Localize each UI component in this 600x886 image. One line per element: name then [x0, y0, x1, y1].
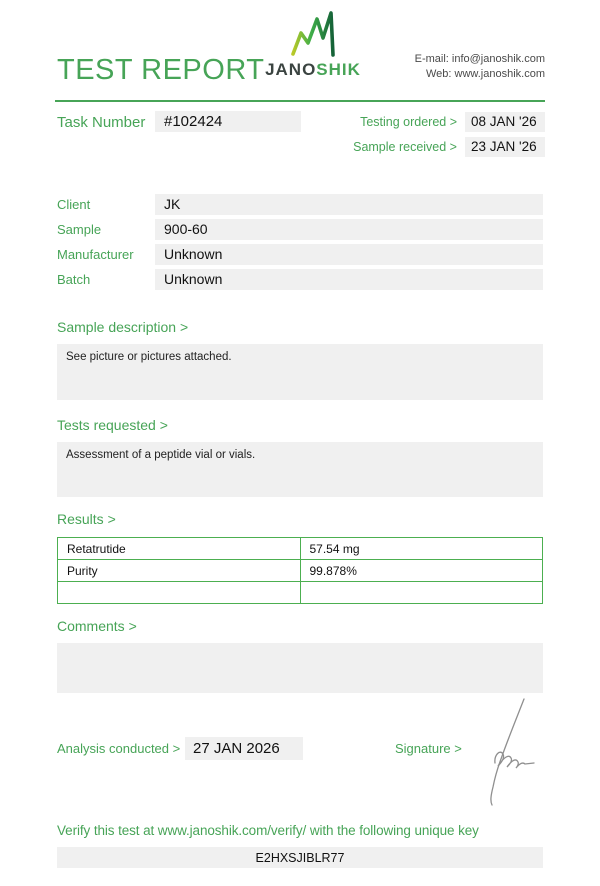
testing-ordered-label: Testing ordered > [360, 115, 457, 129]
comments-heading: Comments > [57, 618, 137, 634]
sample-received-value: 23 JAN '26 [465, 137, 545, 157]
result-value: 57.54 mg [300, 538, 543, 560]
info-row-client [57, 194, 543, 215]
sample-label: Sample [57, 222, 102, 237]
table-row [58, 582, 543, 604]
client-value: JK [155, 194, 543, 215]
contact-info [415, 52, 545, 82]
batch-value: Unknown [155, 269, 543, 290]
table-row [58, 560, 543, 582]
signature-image [480, 695, 550, 809]
client-label: Client [57, 197, 91, 212]
info-row-batch [57, 269, 543, 290]
contact-email: E-mail: info@janoshik.com [414, 53, 545, 65]
table-row [58, 538, 543, 560]
result-value [300, 582, 543, 604]
signature-label: Signature > [395, 741, 462, 756]
janoshik-logo [258, 10, 368, 80]
report-header [0, 0, 600, 100]
verify-key: E2HXSJIBLR77 [57, 847, 543, 868]
contact-web: Web: www.janoshik.com [425, 68, 545, 80]
sample-info [57, 194, 543, 290]
growth-chart-icon [287, 10, 339, 60]
tests-requested-heading: Tests requested > [57, 417, 168, 433]
sample-description-heading: Sample description > [57, 319, 189, 335]
manufacturer-value: Unknown [155, 244, 543, 265]
info-row-sample [57, 219, 543, 240]
task-number-value: #102424 [155, 111, 301, 132]
results-heading: Results > [57, 511, 116, 527]
sample-description-box: See picture or pictures attached. [57, 344, 543, 400]
results-table [57, 537, 543, 604]
sample-received-label: Sample received > [353, 140, 457, 154]
comments-box [57, 643, 543, 693]
page-title: TEST REPORT [57, 54, 265, 86]
logo-wordmark-dark: JANO [265, 60, 317, 79]
task-number-label: Task Number [57, 114, 146, 131]
batch-label: Batch [57, 272, 91, 287]
analysis-conducted-date: 27 JAN 2026 [185, 737, 303, 760]
report-footer [57, 693, 543, 811]
tests-requested-box: Assessment of a peptide vial or vials. [57, 442, 543, 497]
logo-wordmark-green: SHIK [316, 60, 361, 79]
result-name [58, 582, 301, 604]
analysis-conducted-label: Analysis conducted > [57, 741, 181, 756]
verify-instruction: Verify this test at www.janoshik.com/verify/ with the following unique key [57, 823, 479, 838]
result-name: Purity [58, 560, 301, 582]
testing-ordered-value: 08 JAN '26 [465, 112, 545, 132]
info-row-manufacturer [57, 244, 543, 265]
result-name: Retatrutide [58, 538, 301, 560]
sample-value: 900-60 [155, 219, 543, 240]
meta-section [57, 102, 543, 184]
logo-wordmark [258, 60, 368, 80]
result-value: 99.878% [300, 560, 543, 582]
manufacturer-label: Manufacturer [57, 247, 134, 262]
